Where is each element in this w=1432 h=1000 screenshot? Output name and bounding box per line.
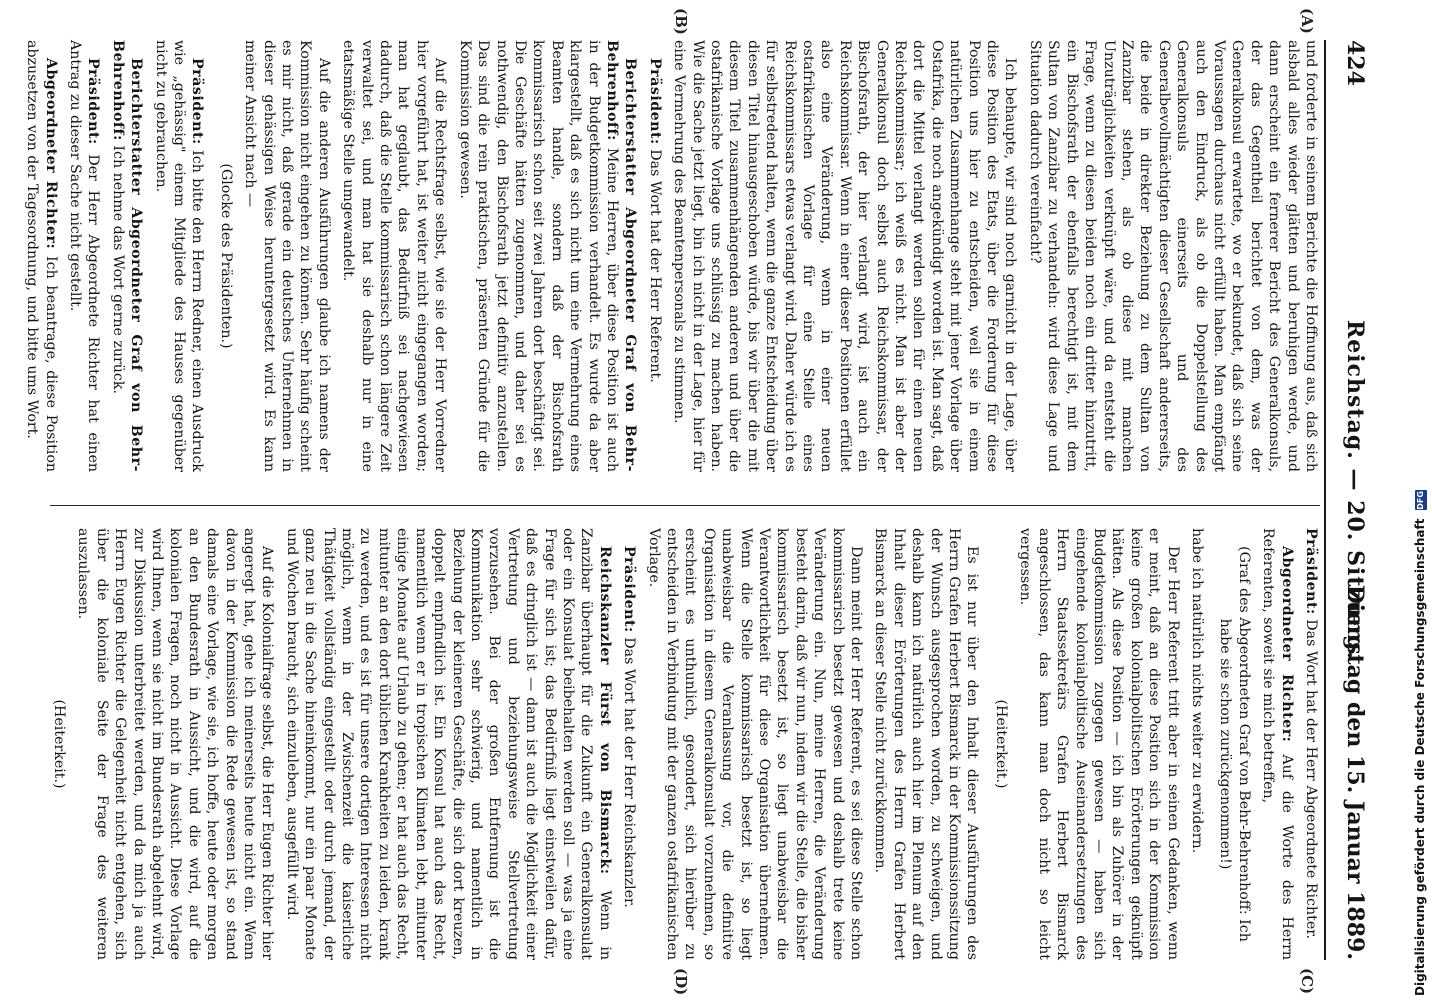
speaker-name: Berichterstatter Abgeordneter Graf von Behr-Behrenhoff: [109, 40, 145, 472]
paragraph [108, 40, 145, 472]
right-column [40, 528, 1320, 960]
paragraph [645, 40, 663, 472]
margin-marker-a: (A) [1298, 8, 1316, 34]
speech-text: Ich beantrage, diese Position abzusetzen von der Tagesordnung, und bitte ums Wort. [24, 40, 59, 472]
speaker-name: Berichterstatter Abgeordneter Graf von Behr-Behrenhoff: [603, 40, 639, 472]
paragraph [23, 40, 60, 472]
footer-text-wrap [1410, 0, 1430, 1000]
left-column [24, 40, 1320, 472]
speech-text: Auf die Worte des Herrn Referenten, soweit sie mich betreffen, [1260, 528, 1295, 960]
paragraph: Dann meint der Herr Referent, es sei diese Stelle schon kommissarisch besetzt gewesen und deshalb trete keine Veränderung ein. Nun, meine Herren, die Veränderung besteht darin, daß wir nun, indem wir die Stelle, die bisher kommissarisch besetzt ist, so liegt unabweisbar die Verantwortlichkeit für diese Organisation übernehmen. Wenn die Stelle kommissarisch besetzt ist, so liegt unabweisbar die Veranlassung vor, die definitive Organisation in diesem Generalkonsulat vorzunehmen, so erscheint es unthunlich, gesondert, sich hierüber zu entscheiden in Verbindung mit der ganzen ostafrikanischen Vorlage. [645, 528, 865, 960]
speaker-name: Reichskanzler Fürst von Bismarck: [596, 546, 613, 875]
paragraph [620, 528, 638, 960]
paragraph [1259, 528, 1296, 960]
session-title: Reichstag. — 20. Sitzung. [1342, 320, 1368, 661]
speaker-name: Präsident: [1303, 528, 1319, 615]
speech-text: Wenn in Zanzibar überhaupt für die Zukunft ein Generalkonsulat oder ein Konsulat beibehalten werden soll — was ja eine Frage für sich ist; das Bedürfniß liegt einstweilen dafür, daß es dringlich ist — dann ist auch die Möglichkeit einer Vertretung und beziehungsweise Stellvertretung vorzusehen. Bei der großen Entfernung ist die Kommunikation sehr schwierig, und namentlich in Beziehung der kleineren Geschäfte, die sich dort kreuzen, doppelt empfindlich ist. Ein Konsul hat auch das Recht, namentlich wenn er in tropischen Klimaten lebt, mitunter einige Monate auf Urlaub zu gehen; er hat auch das Recht, mitunter an den dort üblichen Krankheiten zu leiden, krank zu werden, und es ist für unsere dortigen Interessen nicht möglich, wenn in der Zwischenzeit die kaiserliche Thätigkeit vollständig eingestellt oder durch jemand, der ganz neu in die Sache hineinkommt, nur ein paar Monate und Wochen braucht, sich einzuleben, ausgefüllt wird. [283, 528, 613, 961]
paragraph [1302, 528, 1320, 960]
stage-direction: (Heiterkeit.) [992, 699, 1009, 789]
speaker-name: Präsident: [189, 58, 206, 145]
speaker-name: Präsident: [646, 58, 663, 145]
paragraph: Es ist nur über den Inhalt dieser Ausführungen des Herrn Grafen Herbert Bismarck in der Kommissionssitzung der Wunsch ausgesprochen worden, zu schweigen, und deshalb kann ich natürlich auch hier im Plenum auf den Inhalt dieser Erörterungen des Herrn Grafen Herbert Bismarck an dieser Stelle nicht zurückkommen. [872, 528, 981, 960]
margin-marker-b: (B) [672, 8, 690, 35]
speech-text: Ich nehme das Wort gerne zurück. [109, 145, 126, 394]
paragraph: Ich behaupte, wir sind noch garnicht in der Lage, über diese Position des Etats, über die Forderung für diese Position uns hier zu entscheiden, weil sie in einem natürlichen Zusammenhange steht mit jener Vorlage über Ostafrika, die noch angekündigt worden ist. Man sagt, daß dort die Mittel verlangt werden sollen für einen neuen Reichskommissar; ich weiß es nicht. Man ist aber der Generalkonsul doch selbst auch Reichskommissar, der Bischofsrath, der hier verlangt wird, ist auch ein Reichskommissar. Wenn in einer dieser Positionen erfüllet also eine Veränderung, wenn in einer neuen ostafrikanischen Vorlage für eine Stelle eines Reichskommissars etwas verlangt wird. Daher würde ich es für selbstredend halten, wenn die ganze Entscheidung über diesen Titel hinausgeschoben würde, bis wir über die mit diesem Titel zusammenhängenden anderen und über die ostafrikanische Vorlage uns schlüssig zu machen haben. Wie die Sache jetzt liegt, bin ich nicht in der Lage, hier für eine Vermehrung des Beamtenpersonals zu stimmen. [671, 40, 1019, 472]
stage-direction: (Glocke des Präsidenten.) [217, 163, 234, 349]
paragraph [282, 528, 613, 960]
speaker-name: Präsident: [621, 546, 638, 633]
paragraph: Auf die Rechtsfrage selbst, wie sie der Herr Vorredner hier vorgeführt hat, ist weiter nicht eingegangen worden; man hat geglaubt, das Bedürfniß sei nachgewiesen dadurch, daß die Stelle kommissarisch schon längere Zeit verwaltet sei, und man hat sie deshalb nur in eine etatsmäßige Stelle umgewandelt. [340, 40, 449, 472]
stage-direction: (Graf des Abgeordneten Graf von Behr-Behrenhoff: Ich habe sie schon zurückgenommen!) [1217, 546, 1252, 942]
session-date: Dienstag den 15. Januar 1889. [1342, 584, 1368, 960]
speaker-name: Abgeordneter Richter: [1278, 546, 1295, 743]
paragraph [66, 40, 103, 472]
page-number: 424 [1342, 40, 1368, 86]
page-header [1334, 40, 1368, 960]
speech-text: Der Herr Abgeordnete Richter hat einen Antrag zu dieser Sache nicht gestellt. [67, 40, 102, 472]
speech-text: Das Wort hat der Herr Referent. [646, 149, 663, 383]
speaker-name: Präsident: [85, 58, 102, 145]
column-divider [50, 505, 1320, 506]
paragraph: Auf die anderen Ausführungen glaube ich namens der Kommission nicht eingehen zu können. Sehr häufig scheint es mir nicht, daß gerade ein deutsches Unternehmen in dieser gehässigen Weise heruntergesetzt wird. Es kann meiner Ansicht nach — [242, 40, 332, 472]
dfg-logo-icon: DFG [1415, 491, 1425, 510]
speaker-name: Abgeordneter Richter: [42, 58, 59, 250]
header-rule [1324, 40, 1326, 960]
funding-note: Digitalisierung gefördert durch die Deutsche Forschungsgemeinschaft [1413, 518, 1427, 996]
paragraph: und forderte in seinem Berichte die Hoffnung aus, daß sich alsbald alles wieder glätten und beruhigen werde, und dann erscheint ein fernerer Bericht des Generalkonsuls, der das Gegentheil berichtet von dem, was der Generalkonsul erwartete, wo er bekundet, daß sich seine Voraussagen durchaus nicht erfüllt haben. Man empfängt auch den Eindruck, als ob die Doppelstellung des Generalkonsuls einerseits und des Generalbevollmächtigten dieser Gesellschaft andererseits, die beide in direkter Beziehung zu dem Sultan von Zanzibar stehen, als ob diese mit manchen Unzuträglichkeiten verknüpft wäre, und da entsteht die Frage, wenn zu diesen beiden noch ein dritter hinzutritt, ein Bischofsrath der ebenfalls berechtigt ist, mit dem Sultan von Zanzibar zu verhandeln: wird diese Lage und Situation dadurch vereinfacht? [1026, 40, 1319, 472]
paragraph: Der Herr Referent tritt aber in seinen Gedanken, wenn er meint, daß an diese Position sich in der Kommission keine großen kolonialpolitischen Erörterungen geknüpft hätten. Als diese Position — ich bin als Zuhörer in der Budgetkommission zugegen gewesen — haben sich eingehende kolonialpolitische Auseinandersetzungen des Herrn Staatssekretärs Grafen Herbert Bismarck angeschlossen, das kann man doch nicht so leicht vergessen. [1017, 528, 1181, 960]
margin-marker-c: (C) [1298, 968, 1316, 995]
paragraph [151, 40, 206, 472]
paragraph [455, 40, 639, 472]
speech-text: Meine Herren, über diese Position ist auch in der Budgetkommission verhandelt. Es wurde da aber klargestellt, daß es sich nicht um eine Vermehrung eines Beamten handle, sondern daß der Bischofsrath kommissarisch schon seit zwei Jahren dort beschäftigt sei. Die Geschäfte hätten zugenommen, und daher sei es nothwendig, den Bischofsrath jetzt definitiv anzustellen. Das sind die rein praktischen, präsenten Gründe für die Kommission gewesen. [456, 40, 620, 472]
margin-marker-d: (D) [672, 968, 690, 996]
speech-text: Das Wort hat der Herr Abgeordnete Richter. [1303, 619, 1319, 939]
digitization-footer [1410, 0, 1430, 1000]
stage-direction: (Heiterkeit.) [51, 699, 67, 789]
paragraph: habe ich natürlich nichts weiter zu erwidern. [1188, 528, 1205, 854]
paragraph: Auf die Kolonialfrage selbst, die Herr Eugen Richter hier angeregt hat, gehe ich meinerseits heute nicht ein. Wenn davon in der Kommission die Rede gewesen ist, so stand damals eine Vorlage, wie sie, ich hoffe, heute oder morgen an den Bundesrath in Aussicht, und die wird, auf die kolonialen Fragen, noch nicht in Aussicht. Diese Vorlage wird Ihnen, wenn sie nicht im Bundesrath abgelehnt wird, zur Diskussion unterbreitet werden, und da mich ja auch Herrn Eugen Richter die Gelegenheit nicht entgehen, sich über die koloniale Seite der Frage des weiteren auszulassen. [75, 528, 276, 960]
speech-text: Ich bitte den Herrn Redner, einen Ausdruck wie „gehässig" einem Mitgliede des Hauses gegenüber nicht zu gebrauchen. [152, 40, 206, 472]
speech-text: Das Wort hat der Herr Reichskanzler. [621, 637, 638, 908]
